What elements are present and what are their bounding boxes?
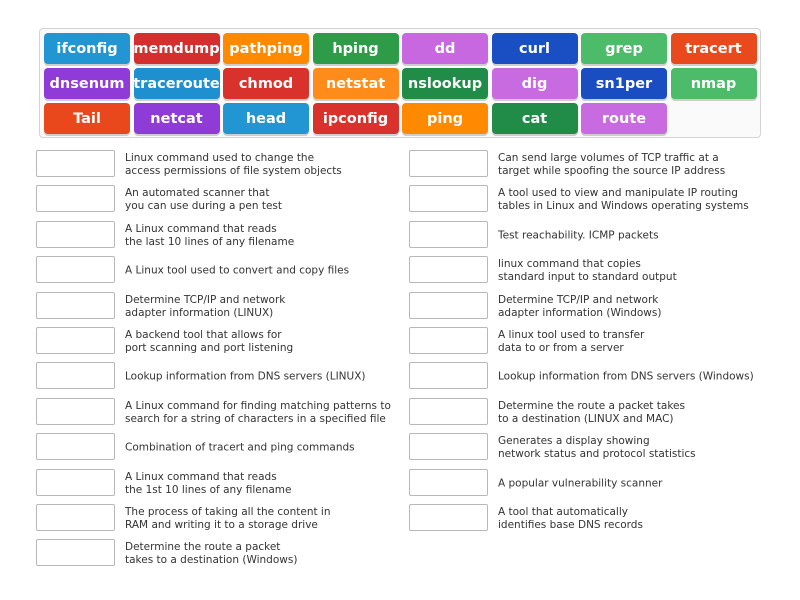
answer-tile-nmap[interactable]: nmap <box>671 68 757 99</box>
answer-tile-sn1per[interactable]: sn1per <box>581 68 667 99</box>
drop-target-box[interactable] <box>409 469 488 496</box>
word-bank <box>39 28 761 138</box>
drop-target-box[interactable] <box>409 398 488 425</box>
answer-tile-dig[interactable]: dig <box>492 68 578 99</box>
drop-target-box[interactable] <box>36 327 115 354</box>
answer-tile-pathping[interactable]: pathping <box>223 33 309 64</box>
answer-tile-cat[interactable]: cat <box>492 103 578 134</box>
answer-tile-traceroute[interactable]: traceroute <box>134 68 220 99</box>
drop-target-box[interactable] <box>36 256 115 283</box>
match-description: linux command that copies standard input to standard output <box>498 258 677 284</box>
match-item <box>36 398 406 428</box>
match-description: Generates a display showing network status and protocol statistics <box>498 435 696 461</box>
drop-target-box[interactable] <box>409 362 488 389</box>
answer-tile-dnsenum[interactable]: dnsenum <box>44 68 130 99</box>
match-description: Determine TCP/IP and network adapter information (Windows) <box>498 293 662 319</box>
match-description: A linux tool used to transfer data to or from a server <box>498 329 645 354</box>
answer-tile-tail[interactable]: Tail <box>44 103 130 134</box>
drop-target-box[interactable] <box>409 504 488 531</box>
match-description: Lookup information from DNS servers (LINUX) <box>125 370 366 383</box>
match-item <box>36 469 406 499</box>
answer-tile-tracert[interactable]: tracert <box>671 33 757 64</box>
answer-tile-ping[interactable]: ping <box>402 103 488 134</box>
match-item <box>409 398 779 428</box>
match-item <box>36 327 406 357</box>
match-item <box>36 221 406 251</box>
answer-tile-chmod[interactable]: chmod <box>223 68 309 99</box>
match-item <box>36 256 406 286</box>
match-description: Determine the route a packet takes to a destination (Windows) <box>125 541 298 567</box>
drop-target-box[interactable] <box>36 398 115 425</box>
answer-tile-hping[interactable]: hping <box>313 33 399 64</box>
match-description: Lookup information from DNS servers (Windows) <box>498 370 754 383</box>
match-item <box>409 433 779 463</box>
match-description: The process of taking all the content in RAM and writing it to a storage drive <box>125 506 331 531</box>
match-item <box>36 539 406 569</box>
match-item <box>409 221 779 251</box>
match-description: Determine the route a packet takes to a destination (LINUX and MAC) <box>498 399 685 425</box>
answer-tile-head[interactable]: head <box>223 103 309 134</box>
match-item <box>409 150 779 180</box>
drop-target-box[interactable] <box>36 504 115 531</box>
answer-tile-curl[interactable]: curl <box>492 33 578 64</box>
match-description: A popular vulnerability scanner <box>498 477 663 490</box>
match-description: A tool that automatically identifies base DNS records <box>498 506 643 531</box>
answer-tile-grep[interactable]: grep <box>581 33 667 64</box>
match-item <box>409 185 779 215</box>
match-description: A backend tool that allows for port scanning and port listening <box>125 329 294 354</box>
drop-target-box[interactable] <box>409 433 488 460</box>
drop-target-box[interactable] <box>36 362 115 389</box>
match-description: A Linux command for finding matching patterns to search for a string of characters in a specified file <box>125 399 391 425</box>
drop-target-box[interactable] <box>409 327 488 354</box>
match-item <box>36 504 406 534</box>
drop-target-box[interactable] <box>36 469 115 496</box>
match-item <box>409 469 779 499</box>
match-description: Linux command used to change the access permissions of file system objects <box>125 152 342 177</box>
match-item <box>409 256 779 286</box>
match-description: A Linux command that reads the 1st 10 lines of any filename <box>125 470 292 496</box>
match-item <box>409 362 779 392</box>
drop-target-box[interactable] <box>409 185 488 212</box>
match-description: Can send large volumes of TCP traffic at a target while spoofing the source IP address <box>498 152 726 177</box>
answer-tile-dd[interactable]: dd <box>402 33 488 64</box>
match-description: A Linux command that reads the last 10 lines of any filename <box>125 222 295 248</box>
match-description: Combination of tracert and ping commands <box>125 441 355 454</box>
answer-tile-ipconfig[interactable]: ipconfig <box>313 103 399 134</box>
answer-tile-ifconfig[interactable]: ifconfig <box>44 33 130 64</box>
match-description: Determine TCP/IP and network adapter information (LINUX) <box>125 293 286 319</box>
drop-target-box[interactable] <box>36 433 115 460</box>
drop-target-box[interactable] <box>36 185 115 212</box>
drop-target-box[interactable] <box>36 150 115 177</box>
match-description: A Linux tool used to convert and copy files <box>125 264 350 277</box>
match-item <box>409 292 779 322</box>
drop-target-box[interactable] <box>409 150 488 177</box>
match-item <box>36 185 406 215</box>
drop-target-box[interactable] <box>36 539 115 566</box>
match-description: An automated scanner that you can use during a pen test <box>125 187 283 213</box>
match-item <box>36 362 406 392</box>
drop-target-box[interactable] <box>409 256 488 283</box>
match-description: A tool used to view and manipulate IP routing tables in Linux and Windows operating systems <box>498 187 749 213</box>
drop-target-box[interactable] <box>409 221 488 248</box>
drop-target-box[interactable] <box>36 292 115 319</box>
match-description: Test reachability. ICMP packets <box>498 229 659 242</box>
drop-target-box[interactable] <box>409 292 488 319</box>
match-item <box>36 150 406 180</box>
answer-tile-memdump[interactable]: memdump <box>134 33 220 64</box>
answer-tile-netstat[interactable]: netstat <box>313 68 399 99</box>
match-item <box>409 327 779 357</box>
match-item <box>36 292 406 322</box>
drop-target-box[interactable] <box>36 221 115 248</box>
answer-tile-netcat[interactable]: netcat <box>134 103 220 134</box>
match-item <box>409 504 779 534</box>
answer-tile-route[interactable]: route <box>581 103 667 134</box>
answer-tile-nslookup[interactable]: nslookup <box>402 68 488 99</box>
match-item <box>36 433 406 463</box>
